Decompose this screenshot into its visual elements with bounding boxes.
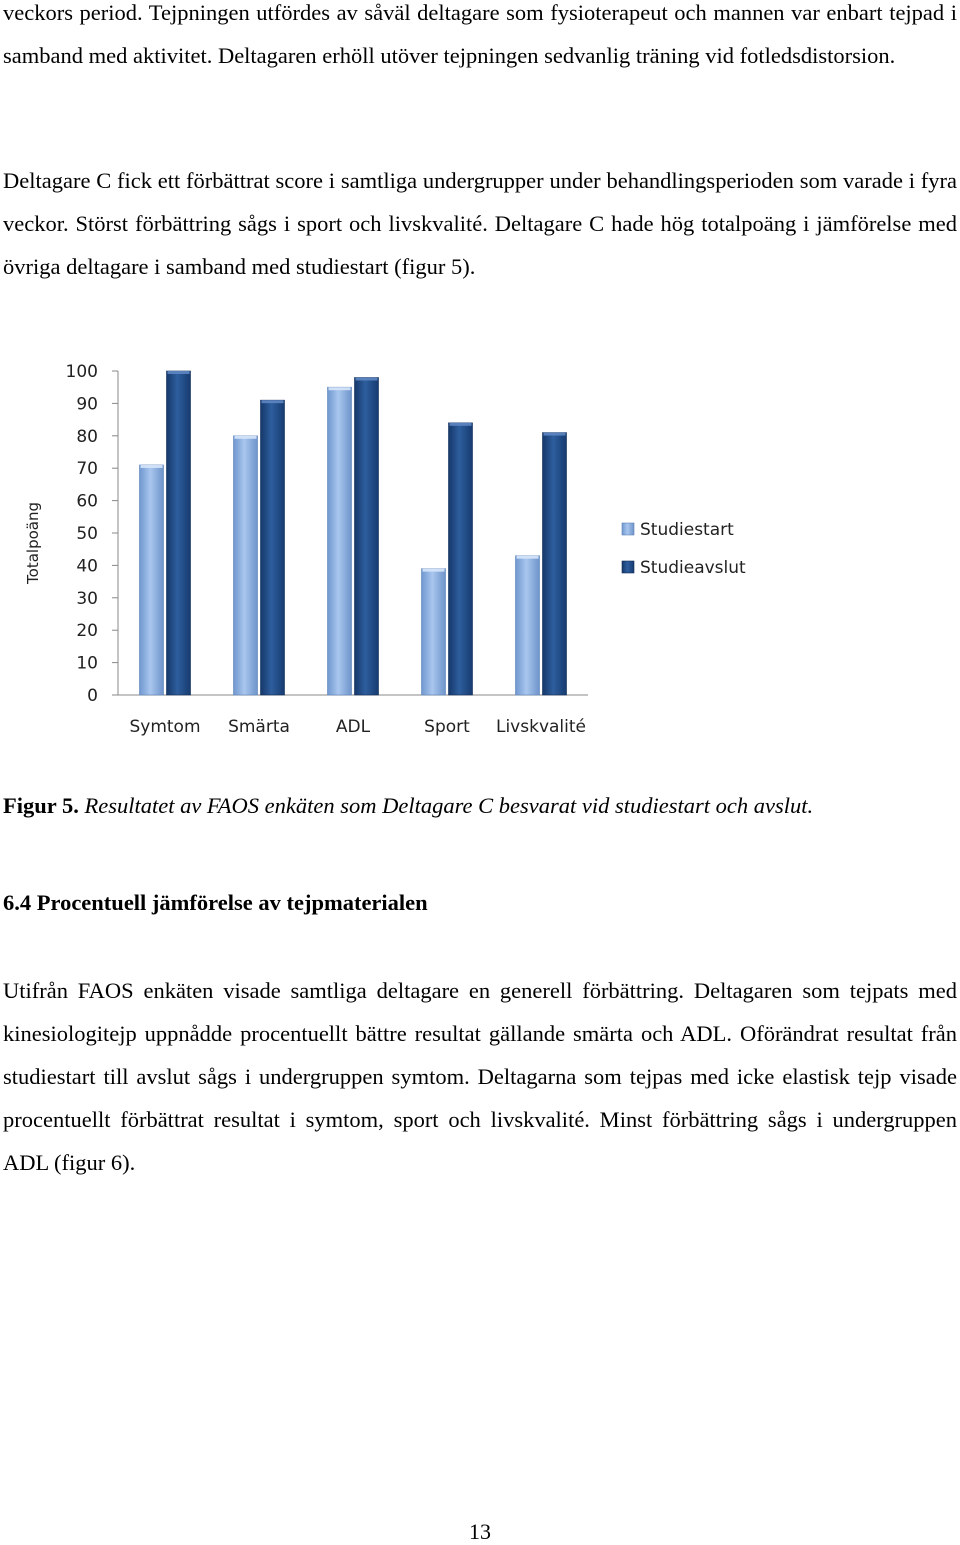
- legend-swatch-studieavslut: [622, 561, 634, 573]
- bar-cap: [235, 436, 257, 439]
- y-tick-label: 40: [76, 556, 98, 577]
- paragraph-comparison: Utifrån FAOS enkäten visade samtliga deltagare en generell förbättring. Deltagaren som tejpats med kinesiologitejp uppnådde procentuellt bättre resultat gällande smärta och ADL. Oförändrat resultat från studiestart till avslut sågs i undergruppen symtom. Deltagarna som tejpas med icke elastisk tejp visade procentuellt förbättrat resultat i symtom, sport och livskvalité. Minst förbättring sågs i undergruppen ADL (figur 6).: [3, 978, 957, 1175]
- bar-studieavslut-adl: [355, 377, 379, 695]
- x-tick-label: Livskvalité: [495, 717, 587, 737]
- legend-label-studiestart: Studiestart: [640, 520, 734, 540]
- bar-studieavslut-smärta: [261, 400, 285, 695]
- y-tick-label: 50: [76, 524, 98, 544]
- bar-studiestart-adl: [328, 387, 352, 695]
- bar-studieavslut-symtom: [167, 371, 191, 695]
- y-tick-label: 60: [76, 491, 98, 512]
- paragraph-intro: veckors period. Tejpningen utfördes av såväl deltagare som fysioterapeut och mannen var enbart tejpad i samband med aktivitet. Deltagaren erhöll utöver tejpningen sedvanlig träning vid fotledsdistorsion.: [3, 0, 957, 68]
- y-axis-title: Totalpoäng: [24, 502, 42, 584]
- bar-studiestart-smärta: [234, 436, 258, 695]
- section-heading: 6.4 Procentuell jämförelse av tejpmaterialen: [3, 890, 428, 915]
- y-tick-label: 20: [76, 621, 98, 642]
- bar-cap: [262, 400, 284, 403]
- bar-studiestart-sport: [422, 569, 446, 695]
- x-tick-label: ADL: [335, 717, 371, 737]
- bar-cap: [141, 465, 163, 468]
- bar-cap: [329, 387, 351, 390]
- bar-studieavslut-livskvalité: [543, 433, 567, 695]
- y-tick-label: 70: [76, 459, 98, 480]
- y-tick-label: 30: [76, 588, 98, 609]
- page-number: 13: [469, 1519, 491, 1544]
- bar-cap: [544, 433, 566, 436]
- figure-caption-text: Resultatet av FAOS enkäten som Deltagare C besvarat vid studiestart och avslut.: [84, 793, 814, 818]
- paragraph-deltagare-c: Deltagare C fick ett förbättrat score i samtliga undergrupper under behandlingsperioden som varade i fyra veckor. Störst förbättring sågs i sport och livskvalité. Deltagare C hade hög totalpoäng i jämförelse med övriga deltagare i samband med studiestart (figur 5).: [3, 168, 957, 279]
- bar-cap: [356, 377, 378, 380]
- figure-caption-label: Figur 5.: [3, 793, 79, 818]
- y-tick-label: 90: [76, 394, 98, 415]
- bar-cap: [423, 569, 445, 572]
- y-tick-label: 0: [87, 686, 98, 706]
- bar-studiestart-symtom: [140, 465, 164, 695]
- bar-chart-figure-5: [0, 340, 960, 760]
- y-tick-label: 100: [65, 362, 98, 382]
- bar-cap: [168, 371, 190, 374]
- bar-cap: [450, 423, 472, 426]
- bar-cap: [517, 556, 539, 559]
- y-tick-label: 10: [76, 653, 98, 674]
- bar-studiestart-livskvalité: [516, 556, 540, 695]
- legend-swatch-studiestart: [622, 523, 634, 535]
- bar-studieavslut-sport: [449, 423, 473, 695]
- x-tick-label: Symtom: [129, 717, 201, 737]
- x-tick-label: Smärta: [228, 717, 290, 737]
- y-tick-label: 80: [76, 426, 98, 447]
- legend-label-studieavslut: Studieavslut: [640, 558, 746, 578]
- figure-caption: [3, 793, 813, 819]
- x-tick-label: Sport: [424, 717, 470, 737]
